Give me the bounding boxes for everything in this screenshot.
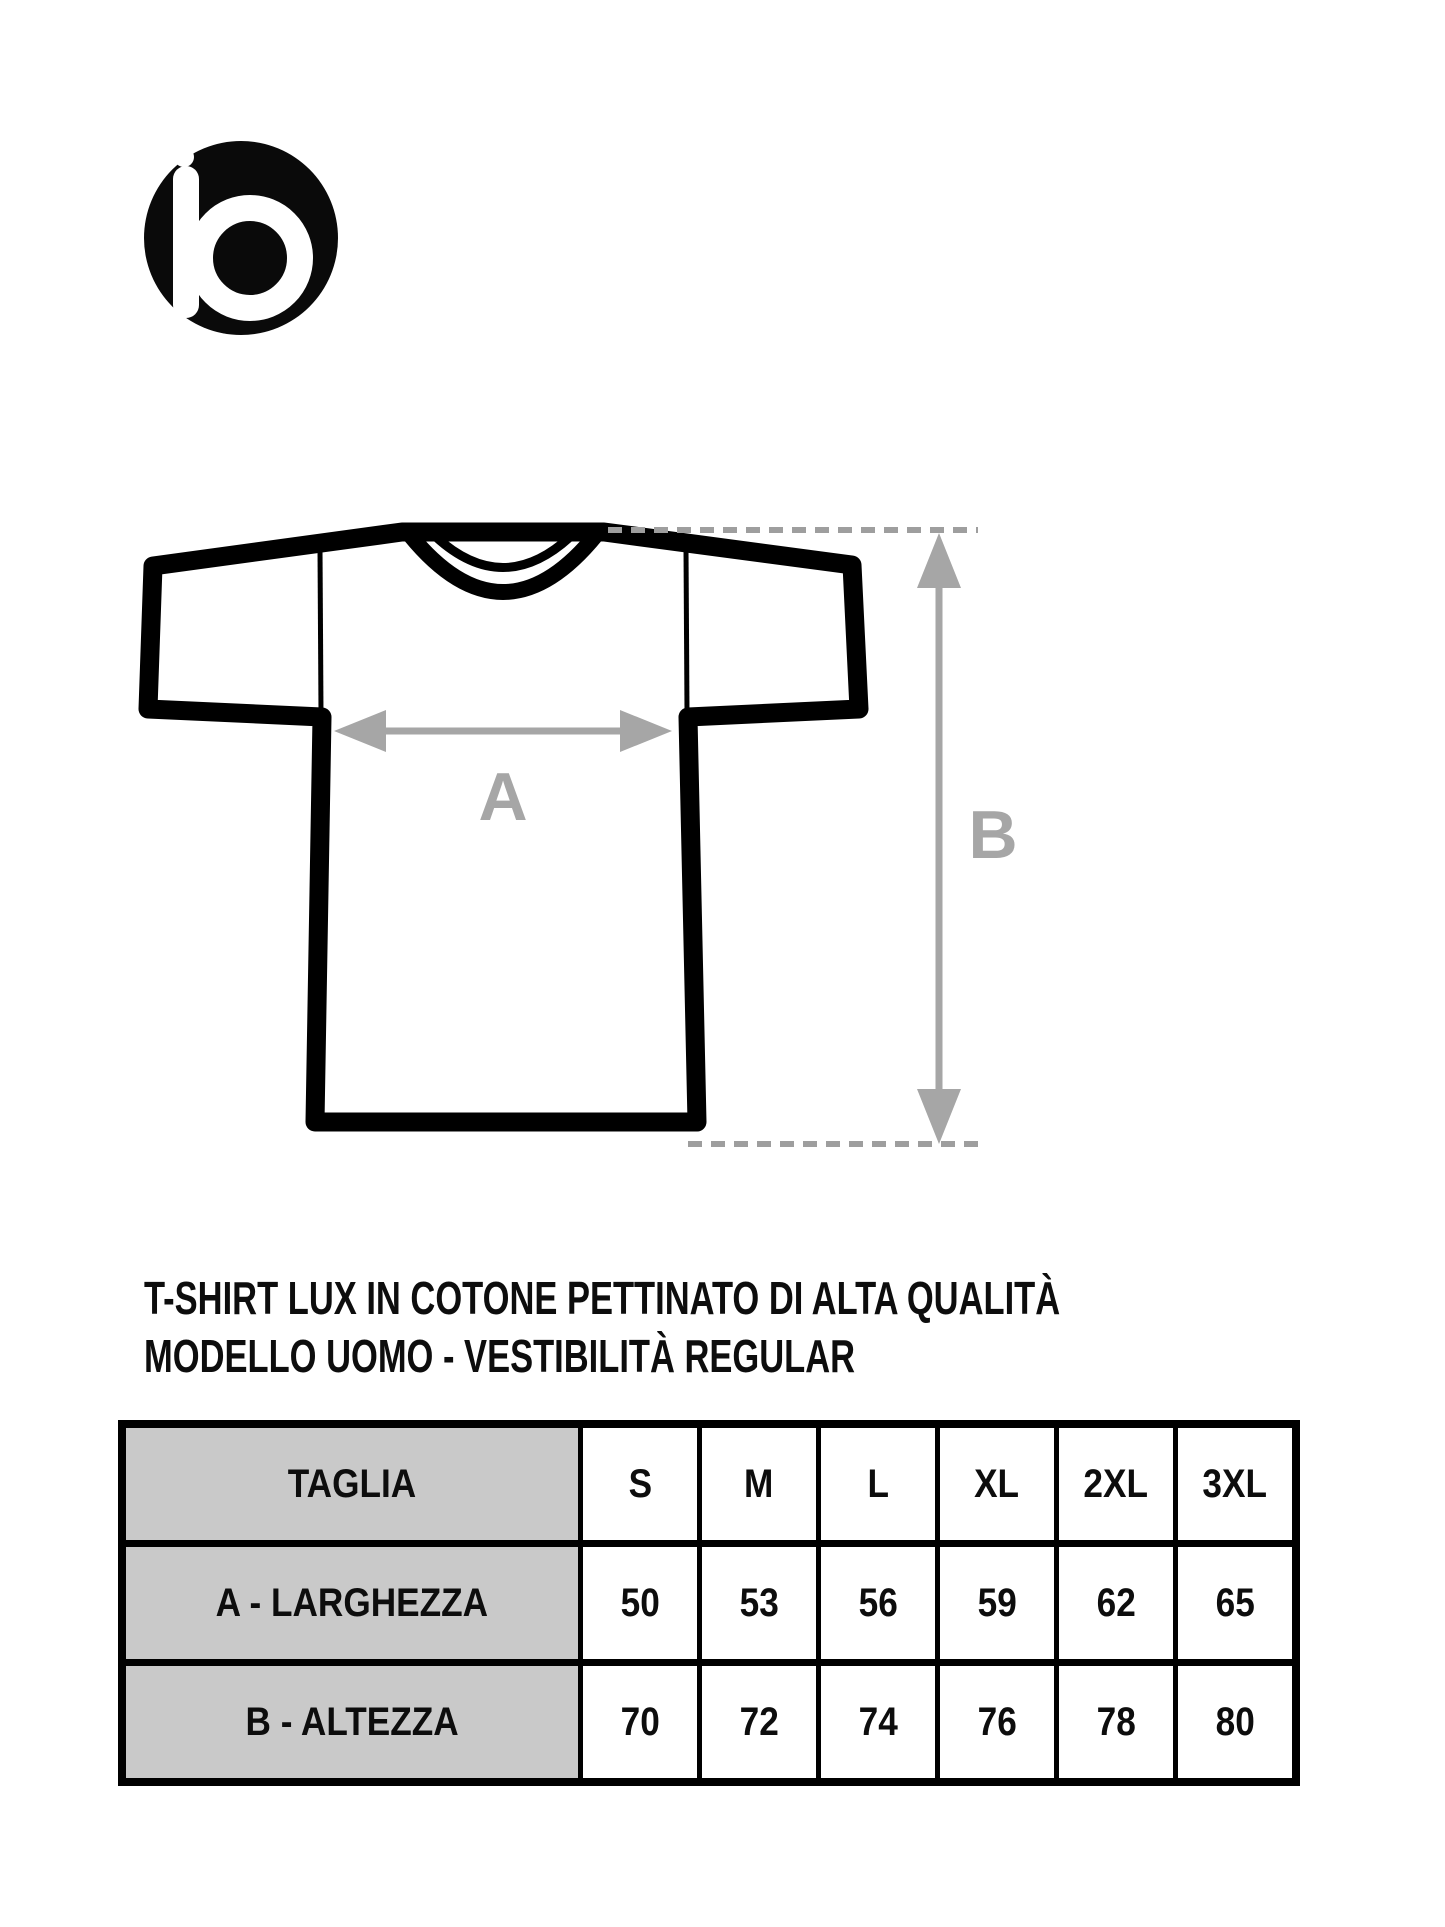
size-table-header-l: L — [821, 1428, 935, 1540]
size-table-header-xl: XL — [940, 1428, 1054, 1540]
size-table — [118, 1420, 1300, 1786]
size-table-value: 74 — [821, 1666, 935, 1778]
size-table-header-taglia: TAGLIA — [126, 1428, 578, 1540]
size-table-value: 53 — [702, 1547, 816, 1659]
size-table-header-3xl: 3XL — [1178, 1428, 1292, 1540]
height-measure-label: B — [968, 797, 1018, 873]
size-table-value: 50 — [583, 1547, 697, 1659]
height-arrow-bottom-head — [917, 1089, 961, 1144]
size-table-value: 78 — [1059, 1666, 1173, 1778]
size-table-value: 62 — [1059, 1547, 1173, 1659]
product-title-line1: T-SHIRT LUX IN COTONE PETTINATO DI ALTA QUALITÀ — [144, 1272, 1061, 1324]
size-table-value: 72 — [702, 1666, 816, 1778]
size-table-value: 56 — [821, 1547, 935, 1659]
height-arrow-top-head — [917, 533, 961, 588]
size-table-row-label: A - LARGHEZZA — [126, 1547, 578, 1659]
size-table-row-label: B - ALTEZZA — [126, 1666, 578, 1778]
size-table-value: 80 — [1178, 1666, 1292, 1778]
size-table-value: 76 — [940, 1666, 1054, 1778]
size-table-value: 70 — [583, 1666, 697, 1778]
right-armhole-seam — [686, 549, 687, 713]
width-measure-label: A — [478, 759, 528, 835]
left-armhole-seam — [320, 549, 321, 713]
size-table-header-m: M — [702, 1428, 816, 1540]
size-table-value: 65 — [1178, 1547, 1292, 1659]
product-title — [144, 1269, 1366, 1385]
size-table-value: 59 — [940, 1547, 1054, 1659]
size-table-header-2xl: 2XL — [1059, 1428, 1173, 1540]
product-title-line2: MODELLO UOMO - VESTIBILITÀ REGULAR — [144, 1330, 856, 1382]
size-table-header-s: S — [583, 1428, 697, 1540]
